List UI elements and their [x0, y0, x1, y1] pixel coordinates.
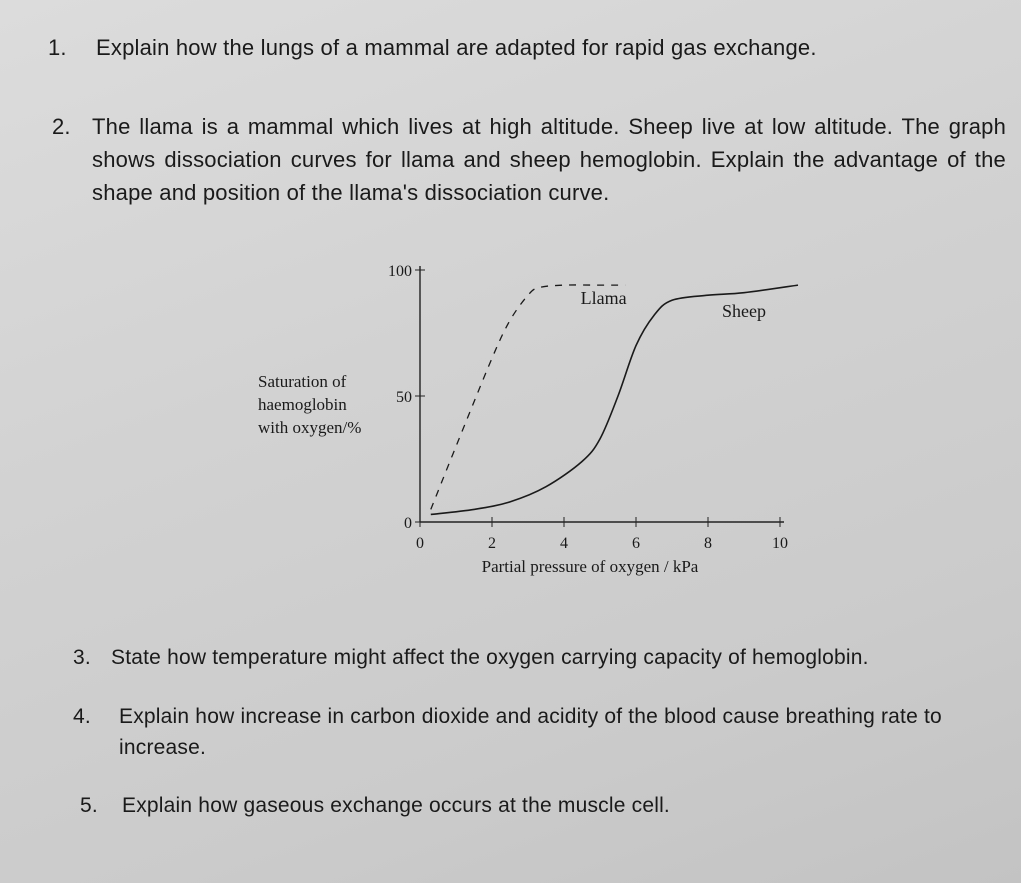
question-text: Explain how increase in carbon dioxide and acidity of the blood cause breathing rate to increase.	[119, 705, 942, 759]
x-tick-label: 6	[632, 535, 640, 552]
x-axis-label: Partial pressure of oxygen / kPa	[481, 557, 699, 576]
y-axis-label-line: haemoglobin	[258, 395, 347, 414]
chart-labels	[258, 288, 766, 576]
question-text: Explain how gaseous exchange occurs at the muscle cell.	[122, 794, 670, 817]
question-number: 4.	[73, 705, 91, 728]
y-axis-label-line: Saturation of	[258, 372, 347, 391]
question-text: The llama is a mammal which lives at high altitude. Sheep live at low altitude. The graph shows dissociation curves for llama and sheep hemoglobin. Explain the advantage of the shape and position of the llama's dissociation curve.	[92, 114, 1006, 205]
question-text: State how temperature might affect the oxygen carrying capacity of hemoglobin.	[111, 646, 869, 669]
x-tick-label: 2	[488, 535, 496, 552]
question-1	[48, 31, 968, 64]
question-number: 1.	[48, 35, 67, 60]
y-tick-label: 0	[404, 515, 412, 532]
question-2	[52, 110, 1012, 209]
question-4	[73, 701, 1003, 763]
x-tick-label: 4	[560, 535, 568, 552]
y-axis-label-line: with oxygen/%	[258, 418, 362, 437]
question-5	[80, 789, 1010, 822]
series-label-llama: Llama	[580, 288, 627, 309]
question-number: 2.	[52, 114, 71, 139]
y-tick-label: 50	[396, 389, 412, 406]
question-number: 3.	[73, 646, 91, 669]
y-tick-label: 100	[388, 263, 412, 280]
question-3	[73, 641, 1003, 674]
series-line-llama	[431, 285, 625, 509]
question-number: 5.	[80, 794, 98, 817]
dissociation-curve-chart	[240, 250, 800, 590]
x-tick-label: 10	[772, 535, 788, 552]
x-tick-label: 0	[416, 535, 424, 552]
series-label-sheep: Sheep	[722, 300, 766, 321]
question-text: Explain how the lungs of a mammal are adapted for rapid gas exchange.	[96, 35, 817, 60]
x-tick-label: 8	[704, 535, 712, 552]
